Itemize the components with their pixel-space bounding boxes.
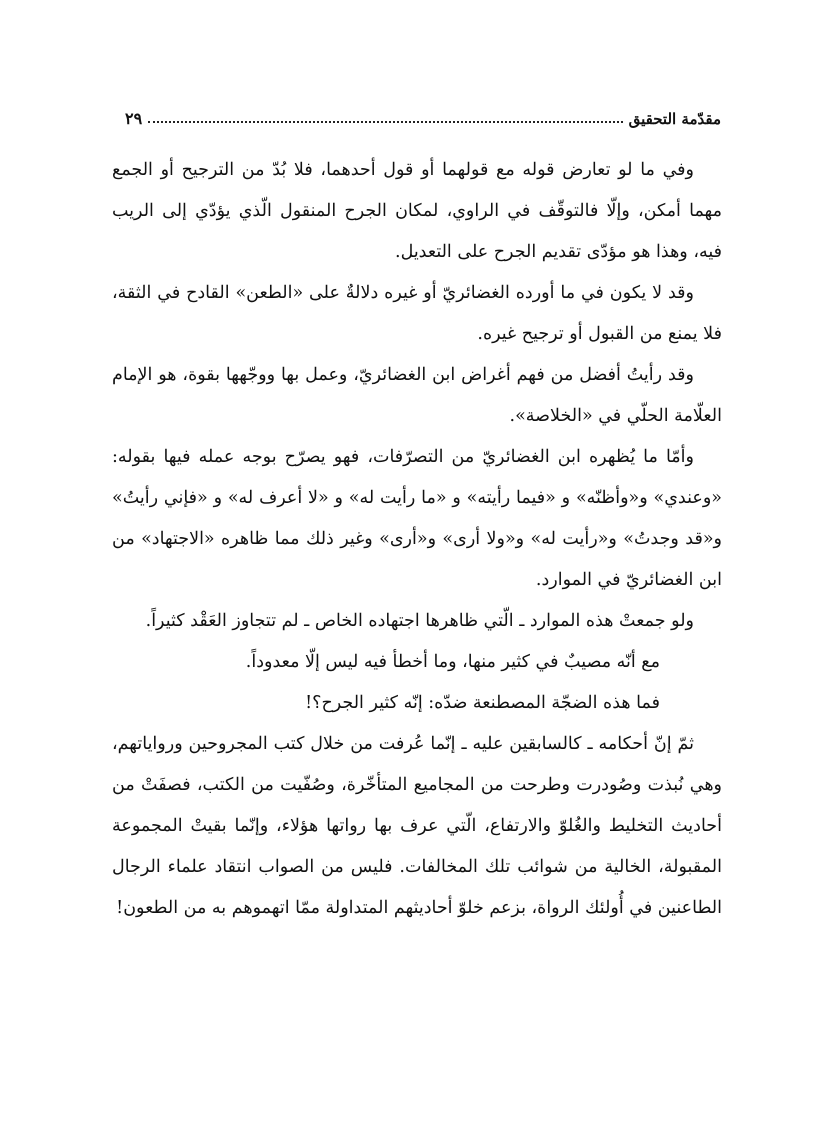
page-number: ٢٩ [125, 109, 143, 128]
paragraph-4: وأمّا ما يُظهره ابن الغضائريّ من التصرّفات، فهو يصرّح بوجه عمله فيها بقوله: «وعندي» و«وأظنّه» و «فيما رأيته» و «ما رأيت له» و «لا أعرف له» و «فإني رأيتُ» و«قد وجدتُ» و«رأيت له» و«ولا أرى» و«أرى» وغير ذلك مما ظاهره «الاجتهاد» من ابن الغضائريّ في الموارد. [112, 447, 722, 590]
paragraph-8: ثمّ إنّ أحكامه ـ كالسابقين عليه ـ إنّما عُرفت من خلال كتب المجروحين ورواياتهم، وهي نُبذت وصُودرت وطرحت من المجاميع المتأخّرة، وصُفّيت من الكتب، فصفَتْ من أحاديث التخليط والغُلوّ والارتفاع، الّتي عرف بها رواتها هؤلاء، وإنّما بقيتْ المجموعة المقبولة، الخالية من شوائب تلك المخالفات. فليس من الصواب انتقاد علماء الرجال الطاعنين في أُولئك الرواة، بزعم خلوّ أحاديثهم المتداولة ممّا اتهموهم به من الطعون! [112, 734, 722, 918]
paragraph-6: مع أنّه مصيبٌ في كثير منها، وما أخطأ فيه ليس إلّا معدوداً. [245, 652, 660, 672]
paragraph-1: وفي ما لو تعارض قوله مع قولهما أو قول أحدهما، فلا بُدّ من الترجيح أو الجمع مهما أمكن، وإلّا فالتوقّف في الراوي، لمكان الجرح المنقول الّذي يؤدّي إلى الريب فيه، وهذا هو مؤدّى تقديم الجرح على التعديل. [112, 160, 722, 262]
header-dot-leader [148, 121, 622, 123]
header-title: مقدّمة التحقيق [628, 110, 721, 128]
paragraph-5: ولو جمعتْ هذه الموارد ـ الّتي ظاهرها اجتهاده الخاص ـ لم تتجاوز العَقْد كثيراً. [145, 611, 694, 631]
paragraph-7: فما هذه الضجّة المصطنعة ضدّه: إنّه كثير الجرح؟! [305, 693, 660, 713]
paragraph-3: وقد رأيتُ أفضل من فهم أغراض ابن الغضائريّ، وعمل بها ووجّهها بقوة، هو الإمام العلّامة الحلّي في «الخلاصة». [112, 365, 722, 426]
page-body [112, 150, 722, 929]
running-header [125, 98, 721, 128]
paragraph-2: وقد لا يكون في ما أورده الغضائريّ أو غيره دلالةٌ على «الطعن» القادح في الثقة، فلا يمنع من القبول أو ترجيح غيره. [112, 283, 722, 344]
